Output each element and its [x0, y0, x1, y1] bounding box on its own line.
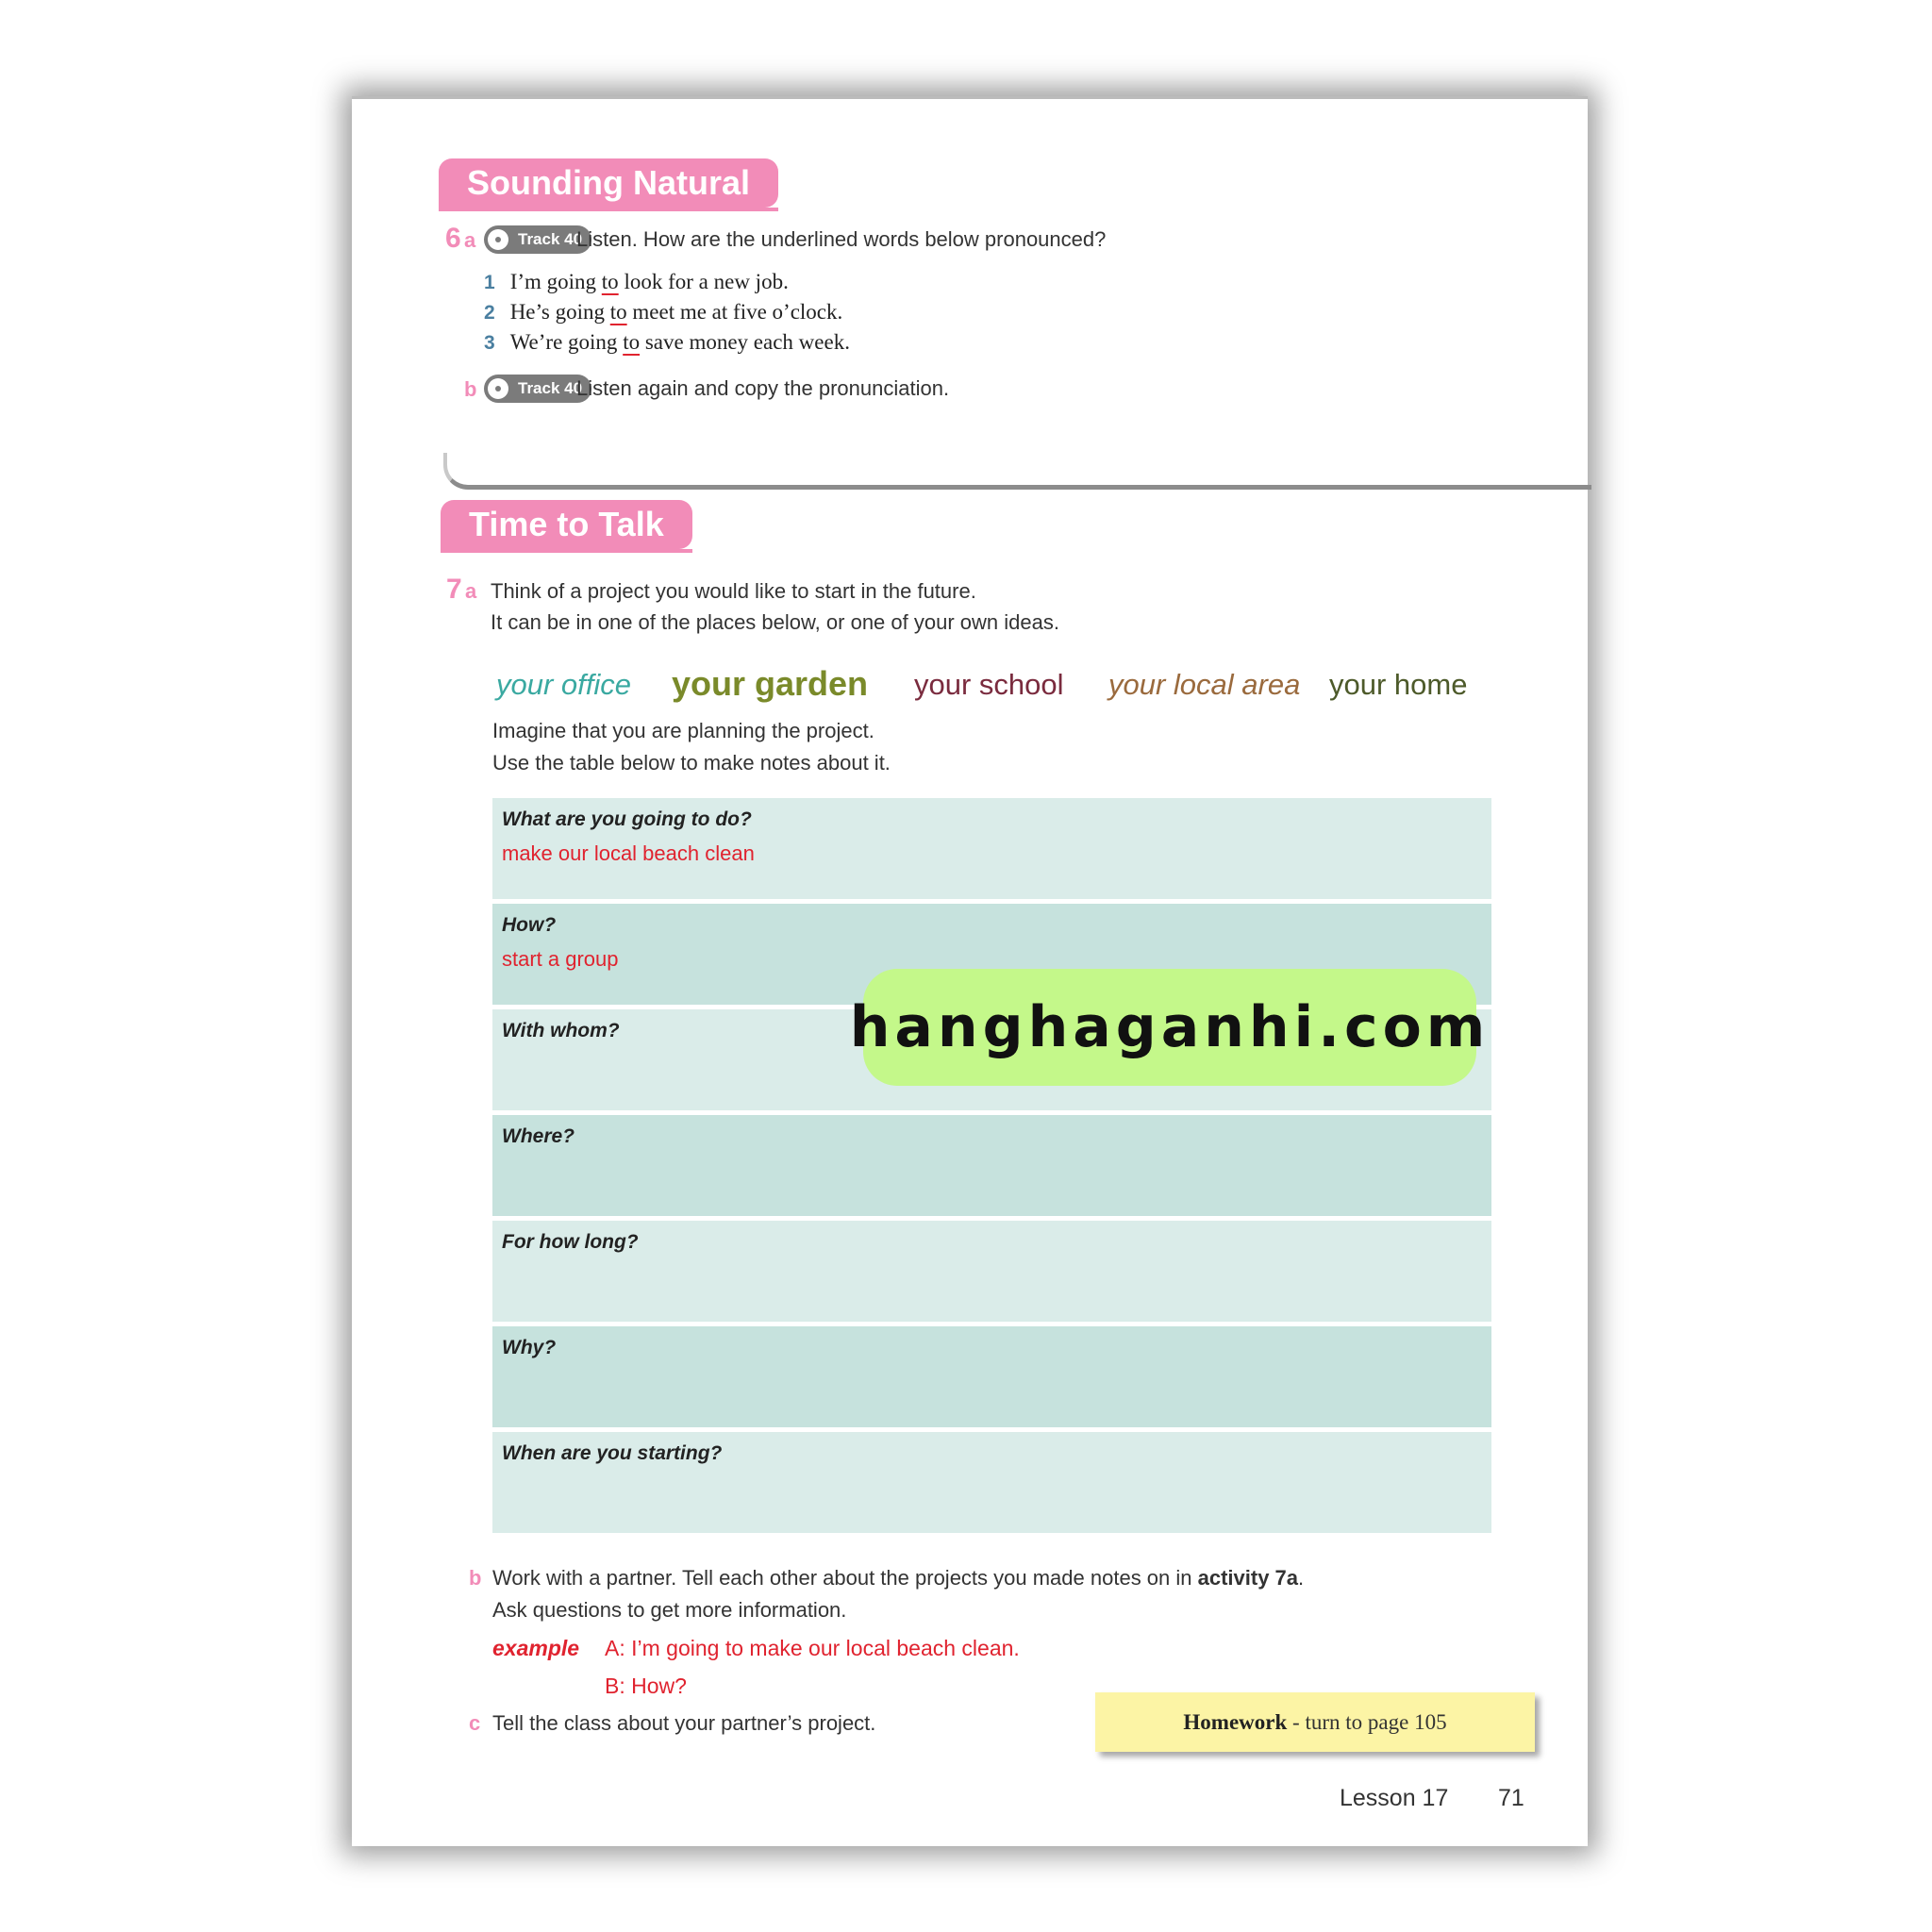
- underlined-word: to: [601, 270, 619, 293]
- exercise-7b-line-1: Work with a partner. Tell each other about the projects you made notes on in activity 7a.: [492, 1566, 1305, 1590]
- sentence-number: 3: [484, 332, 495, 354]
- track-40-badge-6a[interactable]: [484, 225, 591, 254]
- exercise-7a-line-3: Imagine that you are planning the project.: [492, 719, 874, 742]
- exercise-7c-text: Tell the class about your partner’s project.: [492, 1711, 876, 1735]
- place-your-school: your school: [914, 668, 1064, 701]
- row-question: Why?: [502, 1337, 557, 1358]
- example-line-a: A: I’m going to make our local beach clean.: [605, 1636, 1020, 1660]
- homework-text: - turn to page 105: [1287, 1709, 1447, 1734]
- example-label: example: [492, 1636, 580, 1660]
- example-line-b: B: How?: [605, 1674, 687, 1698]
- sentence-number: 2: [484, 302, 495, 324]
- watermark-banner: hanghaganhi.com: [863, 969, 1476, 1086]
- place-your-local-area: your local area: [1108, 668, 1301, 701]
- time-to-talk-heading: Time to Talk: [441, 500, 692, 549]
- exercise-7b-letter: b: [469, 1566, 482, 1590]
- exercise-7a-line-2: It can be in one of the places below, or one of your own ideas.: [491, 610, 1059, 634]
- activity-reference: activity 7a: [1197, 1566, 1299, 1590]
- sentence-2: 2 He’s going to meet me at five o’clock.: [484, 300, 843, 324]
- exercise-7a-line-4: Use the table below to make notes about it.: [492, 751, 891, 774]
- row-question: When are you starting?: [502, 1442, 723, 1464]
- row-question: What are you going to do?: [502, 808, 752, 830]
- exercise-6b-letter: b: [464, 377, 477, 401]
- track-40-badge-6b[interactable]: [484, 375, 591, 403]
- exercise-6b-instruction: Listen again and copy the pronunciation.: [576, 376, 950, 400]
- underlined-word: to: [609, 300, 627, 324]
- table-row[interactable]: [492, 1432, 1491, 1533]
- sounding-natural-heading: Sounding Natural: [439, 158, 778, 208]
- exercise-6a-letter: a: [464, 228, 476, 252]
- homework-note[interactable]: [1095, 1692, 1535, 1752]
- table-row[interactable]: [492, 1221, 1491, 1322]
- section-divider: [443, 453, 1591, 490]
- page-top-border: [352, 96, 1588, 99]
- exercise-7a-letter: a: [465, 579, 477, 603]
- underlined-word: to: [623, 330, 641, 354]
- table-row[interactable]: [492, 1115, 1491, 1216]
- exercise-7a-line-1: Think of a project you would like to start in the future.: [491, 579, 976, 603]
- exercise-6-number: 6: [445, 223, 461, 254]
- notes-table: [492, 798, 1491, 1538]
- row-question: Where?: [502, 1125, 575, 1147]
- row-answer: start a group: [502, 947, 619, 971]
- cd-icon: [488, 378, 508, 399]
- exercise-7c-letter: c: [469, 1711, 481, 1735]
- row-question: How?: [502, 914, 557, 936]
- page-number: 71: [1498, 1785, 1524, 1811]
- row-question: For how long?: [502, 1231, 639, 1253]
- place-your-office: your office: [496, 668, 632, 701]
- table-row[interactable]: [492, 798, 1491, 899]
- sentence-number: 1: [484, 272, 495, 293]
- exercise-7b-line-2: Ask questions to get more information.: [492, 1598, 847, 1622]
- homework-label: Homework: [1183, 1709, 1288, 1734]
- exercise-6a-instruction: Listen. How are the underlined words below pronounced?: [576, 227, 1107, 251]
- place-your-garden: your garden: [672, 664, 869, 703]
- exercise-7-number: 7: [446, 574, 462, 605]
- cd-icon: [488, 229, 508, 250]
- sentence-3: 3 We’re going to save money each week.: [484, 330, 850, 354]
- track-label: Track 40: [518, 230, 583, 248]
- sentence-1: 1 I’m going to look for a new job.: [484, 270, 789, 293]
- row-question: With whom?: [502, 1020, 620, 1041]
- table-row[interactable]: [492, 1326, 1491, 1427]
- track-label: Track 40: [518, 379, 583, 397]
- row-answer: make our local beach clean: [502, 841, 755, 865]
- place-your-home: your home: [1329, 668, 1468, 701]
- lesson-label: Lesson 17: [1340, 1785, 1449, 1811]
